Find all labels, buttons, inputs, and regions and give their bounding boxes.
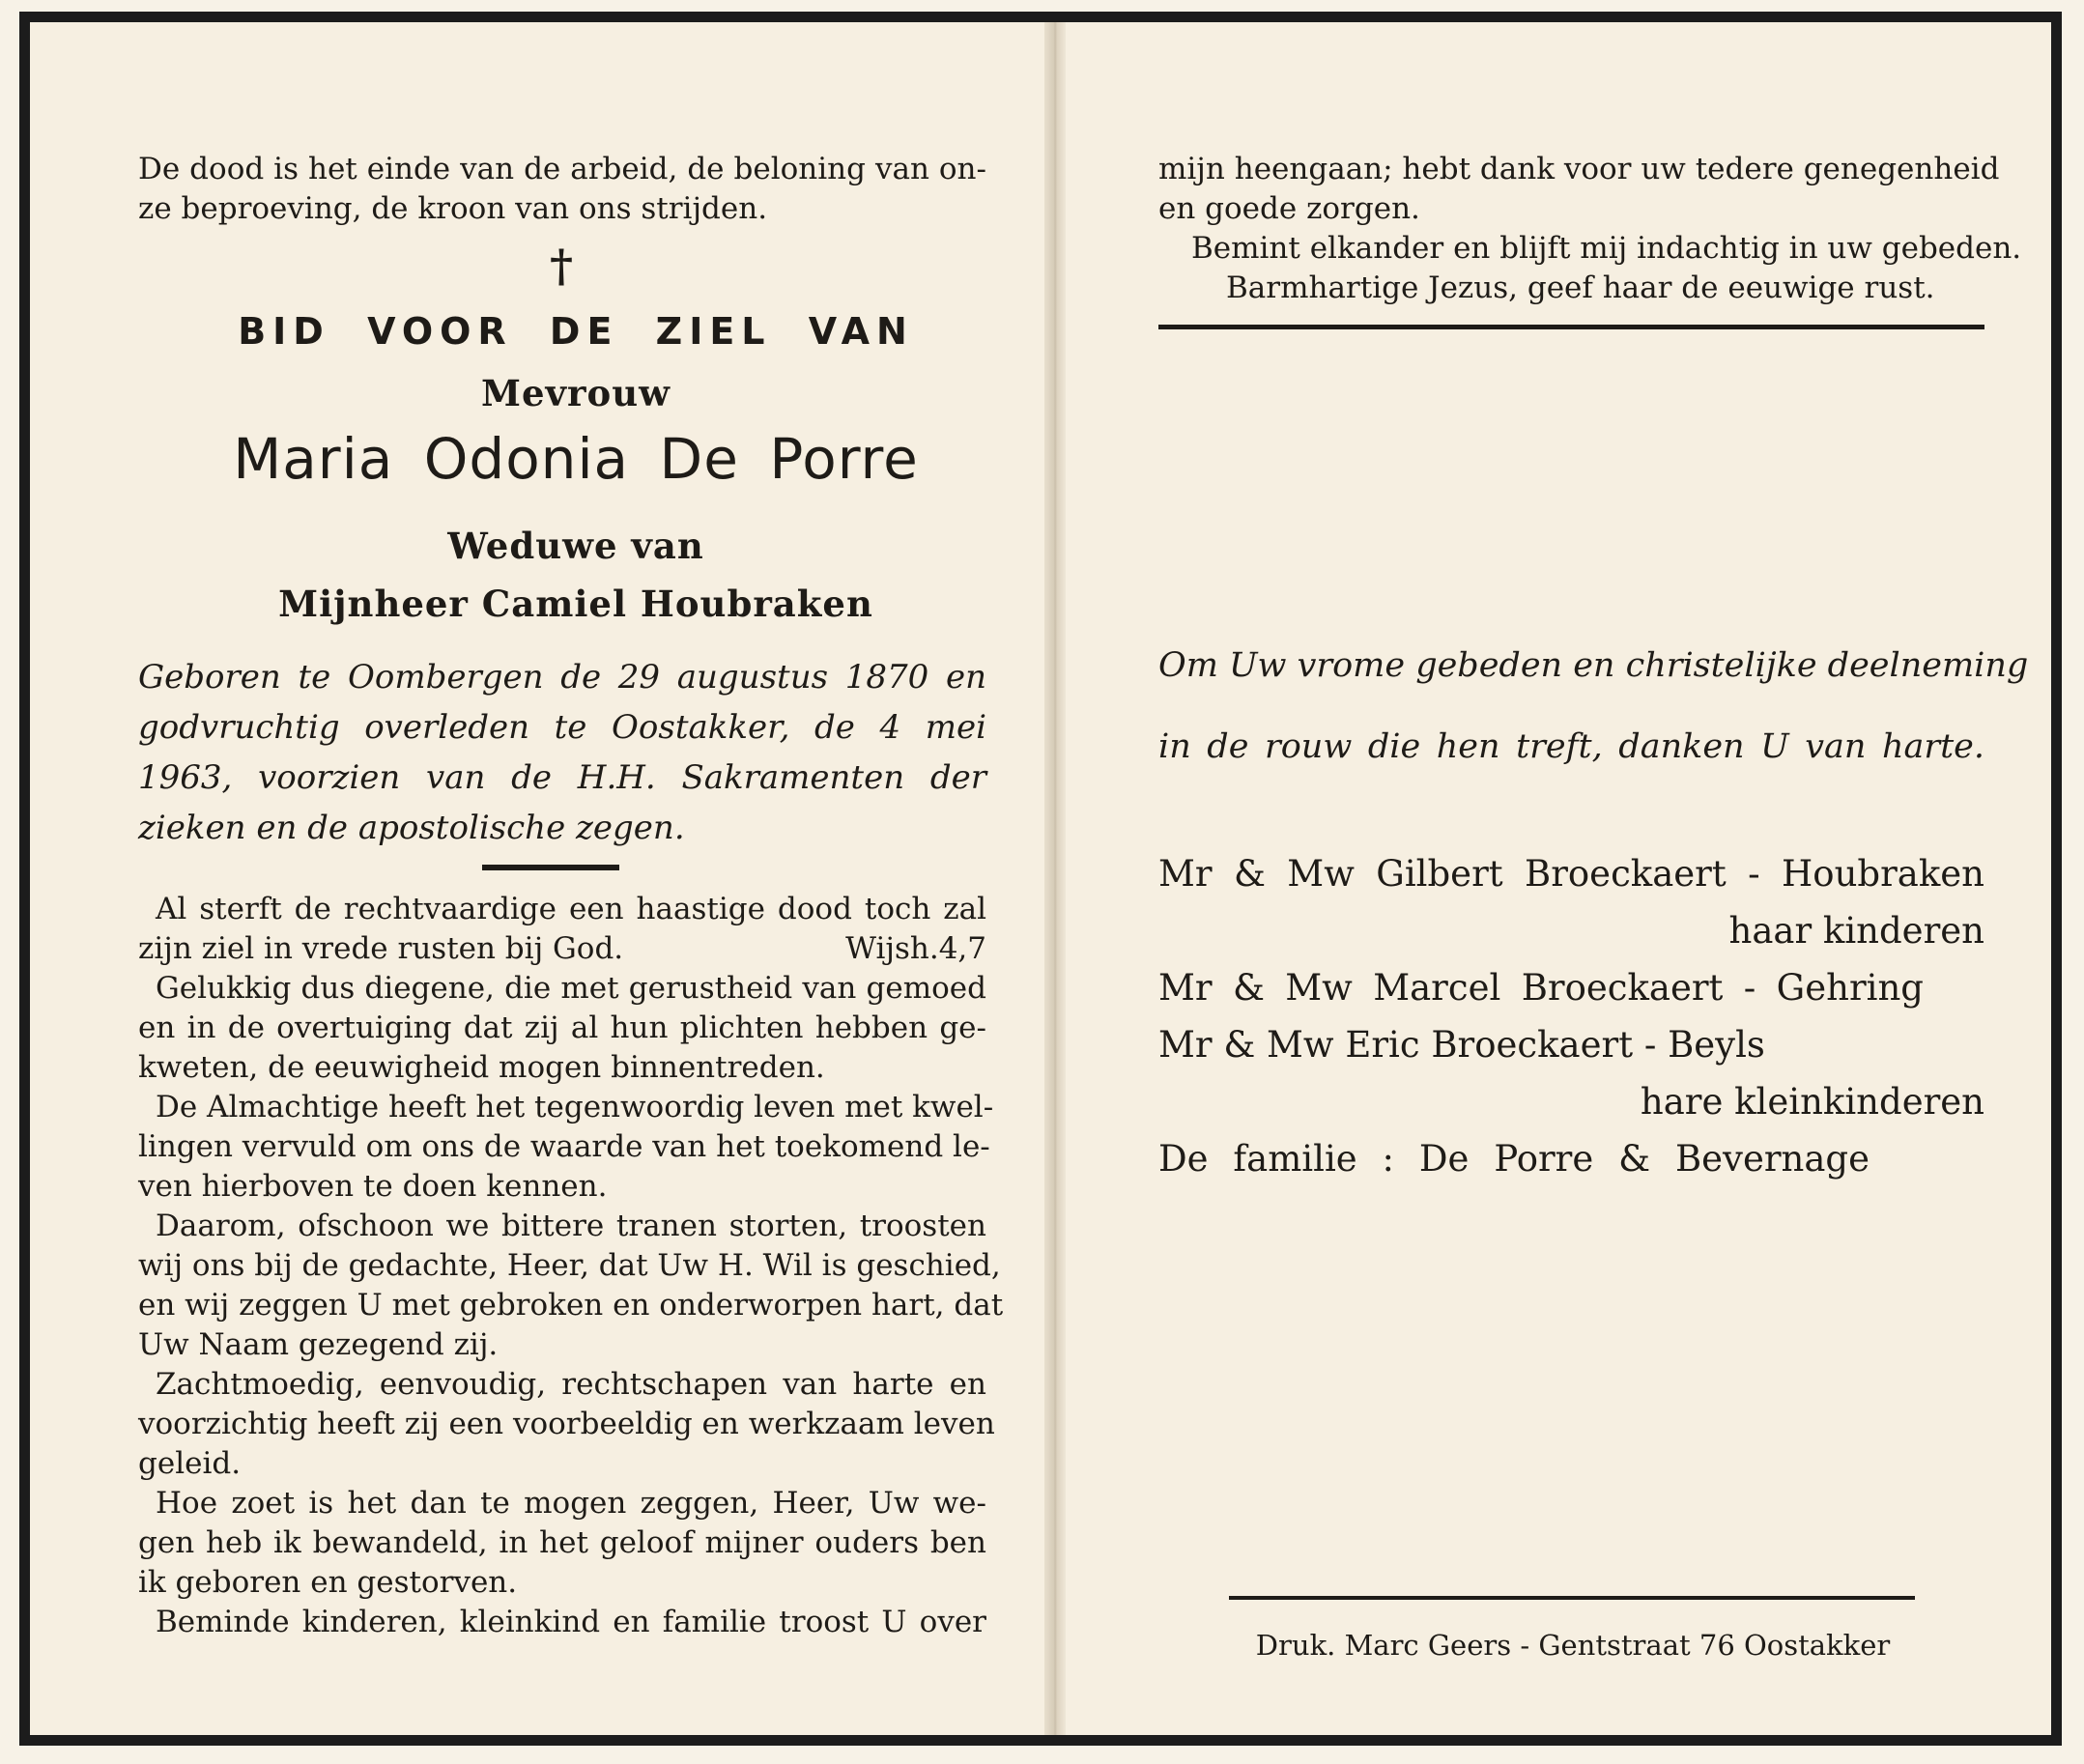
meditation-line: Uw Naam gezegend zij.	[138, 1327, 499, 1362]
family-line: haar kinderen	[1728, 910, 1984, 952]
cross-symbol: †	[549, 240, 574, 292]
meditation-block	[138, 969, 1004, 1642]
scripture-reference: Wijsh.4,7	[845, 931, 986, 966]
biography-block	[138, 652, 986, 853]
continuation-line: Barmhartige Jezus, geef haar de eeuwige rust.	[1226, 270, 1935, 305]
scripture-block	[138, 890, 986, 969]
meditation-line: Gelukkig dus diegene, die met gerustheid van gemoed	[156, 971, 986, 1006]
continuation-line: en goede zorgen.	[1158, 191, 1420, 226]
meditation-line: Hoe zoet is het dan te mogen zeggen, Heer, Uw we-	[156, 1486, 986, 1521]
family-line: Mr & Mw Gilbert Broeckaert - Houbraken	[1158, 853, 1984, 895]
meditation-line: kweten, de eeuwigheid mogen binnentreden.	[138, 1050, 825, 1085]
deceased-name: Maria Odonia De Porre	[233, 426, 919, 492]
family-line: De familie : De Porre & Bevernage	[1158, 1138, 1870, 1180]
meditation-line: en wij zeggen U met gebroken en onderworpen hart, dat	[138, 1288, 1004, 1323]
meditation-line: gen heb ik bewandeld, in het geloof mijner ouders ben	[138, 1525, 986, 1560]
left-page	[30, 22, 1044, 1735]
continuation-line: mijn heengaan; hebt dank voor uw tedere genegenheid	[1158, 152, 2000, 186]
biography-line: zieken en de apostolische zegen.	[138, 809, 685, 847]
honorific: Mevrouw	[481, 372, 671, 414]
meditation-line: voorzichtig heeft zij een voorbeeldig en werkzaam leven	[138, 1407, 995, 1441]
biography-line: Geboren te Oombergen de 29 augustus 1870 en	[138, 658, 986, 697]
continuation-block	[1158, 150, 2022, 308]
memorial-card	[19, 12, 2062, 1746]
biography-line: 1963, voorzien van de H.H. Sakramenten der	[138, 758, 986, 797]
family-line: Mr & Mw Marcel Broeckaert - Gehring	[1158, 967, 1924, 1009]
husband-name: Mijnheer Camiel Houbraken	[278, 583, 873, 625]
intro-line: De dood is het einde van de arbeid, de beloning van on-	[138, 152, 986, 186]
meditation-line: wij ons bij de gedachte, Heer, dat Uw H. Wil is geschied,	[138, 1248, 1001, 1283]
meditation-line: Zachtmoedig, eenvoudig, rechtschapen van harte en	[156, 1367, 986, 1402]
intro-block	[138, 150, 986, 229]
top-divider	[1158, 325, 1984, 329]
printer-credit: Druk. Marc Geers - Gentstraat 76 Oostakker	[1255, 1629, 1891, 1662]
section-divider	[482, 865, 619, 870]
meditation-line: ven hierboven te doen kennen.	[138, 1169, 608, 1204]
widow-of: Weduwe van	[447, 525, 704, 567]
meditation-line: Daarom, ofschoon we bittere tranen storten, troosten	[156, 1209, 986, 1243]
right-page	[1066, 22, 2051, 1735]
card-fold	[1044, 22, 1066, 1735]
scripture-line: zijn ziel in vrede rusten bij God.	[138, 931, 624, 966]
meditation-line: lingen vervuld om ons de waarde van het toekomend le-	[138, 1129, 990, 1164]
scripture-line: Al sterft de rechtvaardige een haastige dood toch zal	[156, 892, 986, 926]
meditation-line: en in de overtuiging dat zij al hun plichten hebben ge-	[138, 1010, 986, 1045]
intro-line: ze beproeving, de kroon van ons strijden.	[138, 191, 768, 226]
family-block	[1158, 845, 1984, 1187]
thanks-block	[1158, 625, 2029, 787]
thanks-line: in de rouw die hen treft, danken U van harte.	[1158, 727, 1984, 766]
continuation-line: Bemint elkander en blijft mij indachtig in uw gebeden.	[1191, 231, 2022, 266]
meditation-line: Beminde kinderen, kleinkind en familie troost U over	[156, 1605, 986, 1639]
meditation-line: ik geboren en gestorven.	[138, 1565, 518, 1600]
scripture-closing-row	[138, 929, 986, 969]
family-line: hare kleinkinderen	[1640, 1081, 1984, 1123]
prayer-heading: BID VOOR DE ZIEL VAN	[238, 310, 914, 353]
family-line: Mr & Mw Eric Broeckaert - Beyls	[1158, 1024, 1765, 1066]
thanks-line: Om Uw vrome gebeden en christelijke deelneming	[1158, 646, 2029, 685]
bottom-divider	[1229, 1596, 1915, 1600]
biography-line: godvruchtig overleden te Oostakker, de 4 mei	[138, 708, 986, 747]
meditation-line: De Almachtige heeft het tegenwoordig leven met kwel-	[156, 1090, 994, 1124]
meditation-line: geleid.	[138, 1446, 242, 1481]
